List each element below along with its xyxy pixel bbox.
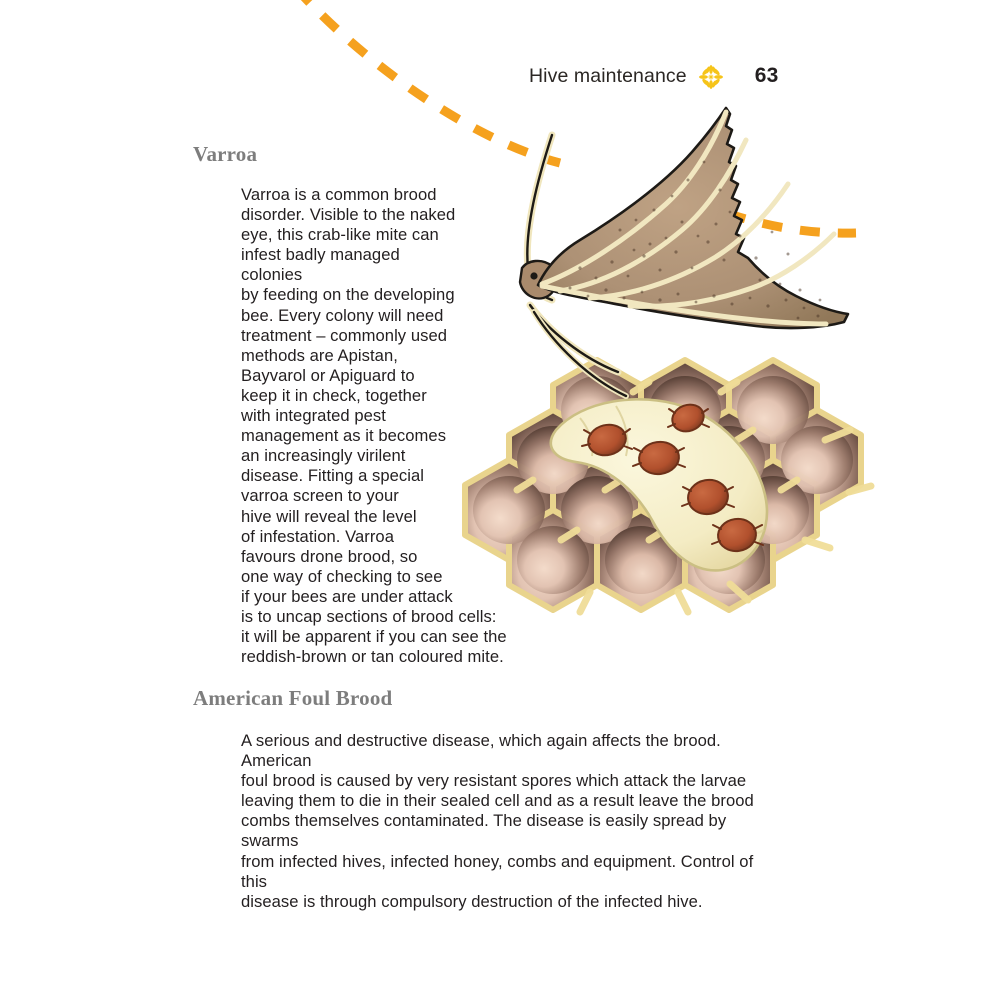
text-line: it will be apparent if you can see the xyxy=(241,627,507,647)
text-line: with integrated pest xyxy=(241,406,386,426)
varroa-paragraph xyxy=(241,185,507,667)
text-line: an increasingly virilent xyxy=(241,446,406,466)
text-line: from infected hives, infected honey, combs and equipment. Control of this xyxy=(241,851,754,891)
text-line: is to uncap sections of brood cells: xyxy=(241,606,497,626)
text-line: treatment – commonly used xyxy=(241,325,447,345)
text-line: disorder. Visible to the naked xyxy=(241,205,456,225)
text-line: by feeding on the developing xyxy=(241,285,455,305)
text-line: combs themselves contaminated. The disease is easily spread by swarms xyxy=(241,811,727,851)
text-line: disease. Fitting a special xyxy=(241,466,425,486)
flower-icon xyxy=(698,64,724,90)
text-line: A serious and destructive disease, which again affects the brood. American xyxy=(241,731,721,771)
text-line: favours drone brood, so xyxy=(241,546,418,566)
text-line: disease is through compulsory destruction of the infected hive. xyxy=(241,891,703,911)
text-line: if your bees are under attack xyxy=(241,586,453,606)
text-line: leaving them to die in their sealed cell and as a result leave the brood xyxy=(241,791,754,811)
page-number: 63 xyxy=(754,64,779,87)
text-line: infest badly managed colonies xyxy=(241,245,400,285)
text-line: bee. Every colony will need xyxy=(241,305,444,325)
text-line: foul brood is caused by very resistant spores which attack the larvae xyxy=(241,771,747,791)
text-line: methods are Apistan, xyxy=(241,345,398,365)
section-heading-varroa: Varroa xyxy=(193,142,258,166)
running-head xyxy=(529,63,779,89)
text-line: of infestation. Varroa xyxy=(241,526,394,546)
varroa-paragraph-wide xyxy=(241,607,571,667)
text-line: eye, this crab-like mite can xyxy=(241,225,439,245)
section-heading-american-foul-brood: American Foul Brood xyxy=(193,686,393,710)
text-line: varroa screen to your xyxy=(241,486,399,506)
american-foul-brood-paragraph xyxy=(241,731,771,912)
text-line: one way of checking to see xyxy=(241,566,443,586)
moth xyxy=(520,108,848,396)
text-line: keep it in check, together xyxy=(241,385,427,405)
brood-comb-illustration xyxy=(430,100,880,640)
varroa-paragraph-narrow xyxy=(241,185,459,607)
text-line: Bayvarol or Apiguard to xyxy=(241,365,415,385)
text-line: reddish-brown or tan coloured mite. xyxy=(241,647,504,667)
running-head-title: Hive maintenance xyxy=(529,64,687,87)
text-line: management as it becomes xyxy=(241,426,447,446)
text-line: hive will reveal the level xyxy=(241,506,417,526)
text-line: Varroa is a common brood xyxy=(241,185,437,204)
